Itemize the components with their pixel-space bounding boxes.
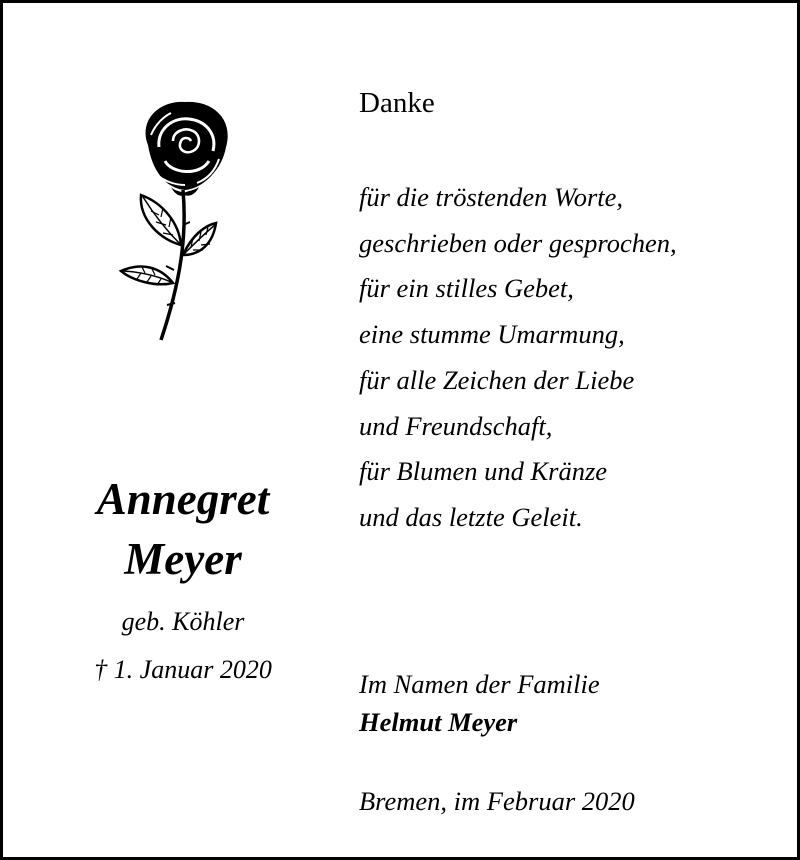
poem-line: eine stumme Umarmung, <box>359 319 625 350</box>
deceased-first-name: Annegret <box>96 474 270 524</box>
rose-icon <box>111 95 261 345</box>
place-date: Bremen, im Februar 2020 <box>359 786 635 816</box>
poem-line: für Blumen und Kränze <box>359 456 608 487</box>
poem-line: für alle Zeichen der Liebe <box>359 364 635 395</box>
death-date: † 1. Januar 2020 <box>94 655 272 684</box>
poem-line: und das letzte Geleit. <box>359 501 583 532</box>
signer-name: Helmut Meyer <box>359 707 518 737</box>
family-intro: Im Namen der Familie <box>359 669 600 699</box>
birth-name: geb. Köhler <box>121 607 245 636</box>
poem-line: und Freundschaft, <box>359 410 553 441</box>
thanks-heading: Danke <box>359 87 435 119</box>
poem-line: geschrieben oder gesprochen, <box>359 227 677 258</box>
thanks-poem <box>359 175 677 541</box>
poem-line: für die tröstenden Worte, <box>359 182 624 212</box>
poem-line: für ein stilles Gebet, <box>359 273 574 304</box>
deceased-last-name: Meyer <box>124 534 242 584</box>
